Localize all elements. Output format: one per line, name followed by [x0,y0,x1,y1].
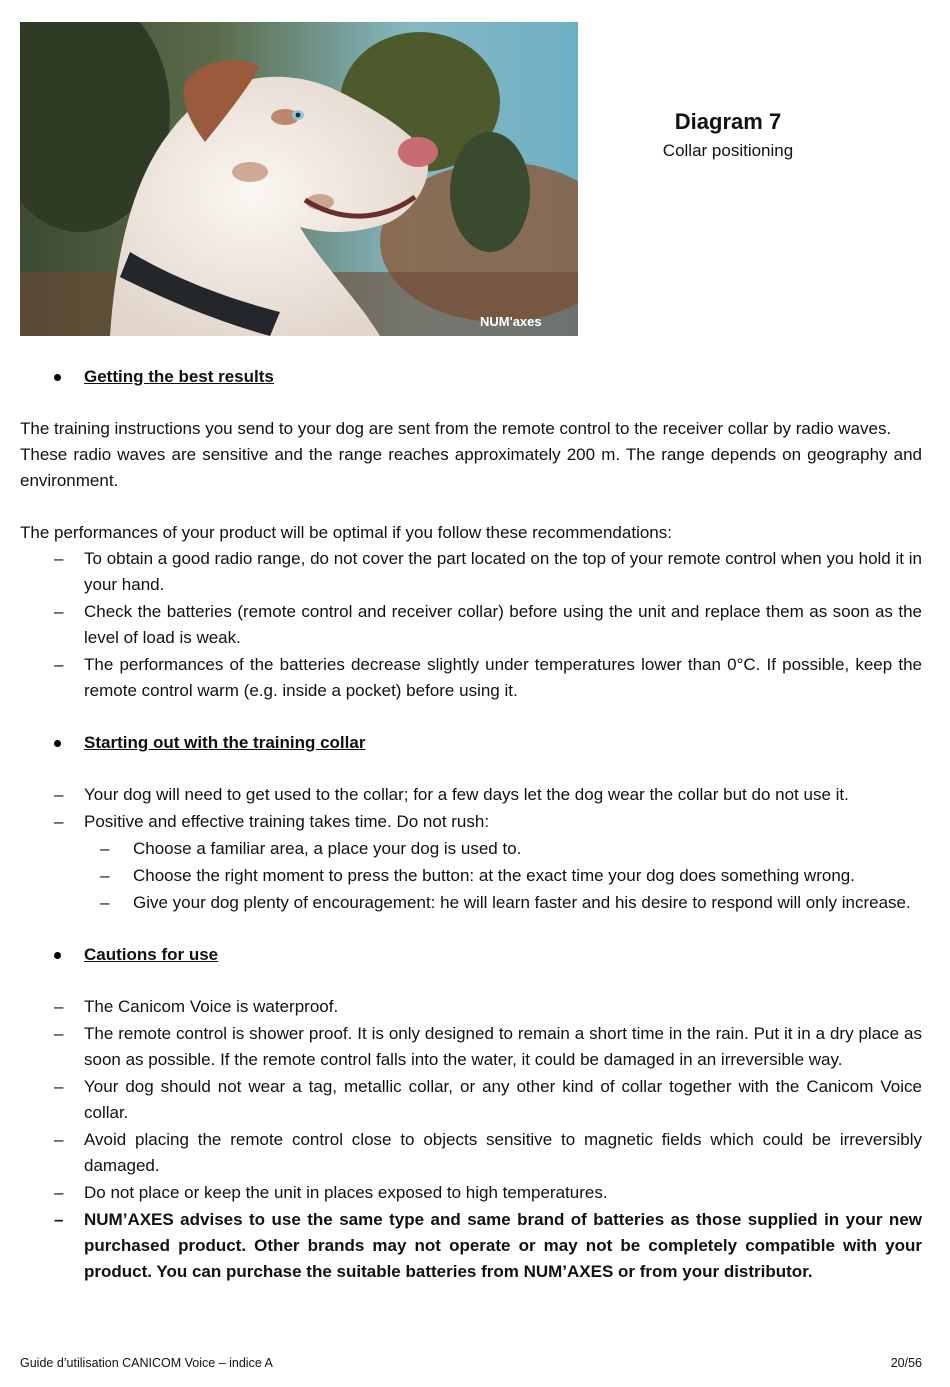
caption-title: Diagram 7 [674,109,782,134]
footer-doc-title: Guide d’utilisation CANICOM Voice – indice A [20,1356,273,1370]
list-item: – Your dog should not wear a tag, metallic collar, or any other kind of collar together with the Canicom Voice collar. [54,1077,922,1122]
section-heading-cautions: Cautions for use [20,942,922,968]
list-item: – Avoid placing the remote control close to objects sensitive to magnetic fields which could be irreversibly damaged. [54,1130,922,1175]
photo-watermark: NUM'axes [480,314,542,329]
sub-list-item: – Give your dog plenty of encouragement: he will learn faster and his desire to respond will only increase. [100,893,911,912]
list-item: – The performances of the batteries decrease slightly under temperatures lower than 0°C. If possible, keep the remote control warm (e.g. inside a pocket) before using it. [54,655,922,700]
bullet-dot [54,952,61,959]
paragraph: These radio waves are sensitive and the range reaches approximately 200 m. The range depends on geography and environment. [20,445,922,490]
list-item: – The Canicom Voice is waterproof. [54,997,339,1016]
list-item: – Your dog will need to get used to the collar; for a few days let the dog wear the collar but do not use it. [54,785,849,804]
section-heading-results: Getting the best results [20,364,922,390]
figure-caption [600,108,856,164]
list-item: – Do not place or keep the unit in places exposed to high temperatures. [54,1183,608,1202]
page-footer [20,1354,922,1372]
section-heading-starting: Starting out with the training collar [20,730,922,756]
sub-list-item: – Choose the right moment to press the button: at the exact time your dog does something wrong. [100,866,855,885]
list-item: – Check the batteries (remote control and receiver collar) before using the unit and replace them as soon as the level of load is weak. [54,602,922,647]
sub-list-item: – Choose a familiar area, a place your dog is used to. [100,839,522,858]
list-item: – Positive and effective training takes time. Do not rush: [54,812,490,831]
list-item-advisory: – NUM’AXES advises to use the same type and same brand of batteries as those supplied in your new purchased product. Other brands may not operate or may not be completely compatible with your product. You can purchase the suitable batteries from NUM’AXES or from your distributor. [54,1210,922,1281]
page-content [20,364,922,1285]
paragraph: The training instructions you send to your dog are sent from the remote control to the receiver collar by radio waves. [20,419,892,438]
dog-collar-photo [20,22,578,336]
bullet-dot [54,740,61,747]
bullet-dot [54,374,61,381]
caption-subtitle: Collar positioning [662,141,794,160]
page-number: 20/56 [890,1356,922,1370]
list-item: – To obtain a good radio range, do not cover the part located on the top of your remote control when you hold it in your hand. [54,549,922,594]
paragraph: The performances of your product will be optimal if you follow these recommendations: [20,523,672,542]
list-item: – The remote control is shower proof. It is only designed to remain a short time in the rain. Put it in a dry place as soon as possible. If the remote control falls into the water, it could be damaged in an irreversible way. [54,1024,922,1069]
